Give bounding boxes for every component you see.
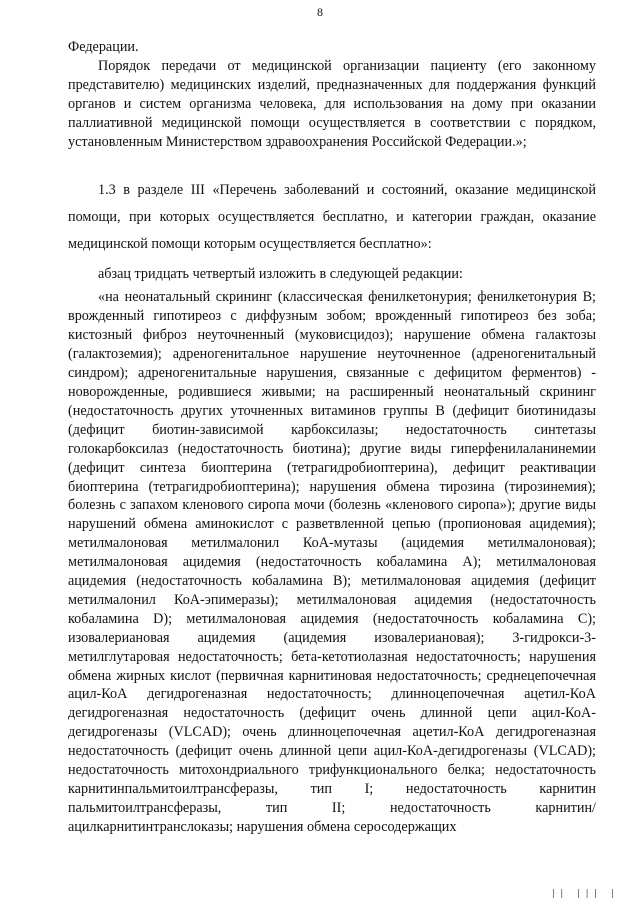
paragraph-continuation: Федерации. <box>68 39 139 55</box>
paragraph-section-amendment: 1.3 в разделе III «Перечень заболеваний и состояний, оказание медицинской помощи, при которых осуществляется бесплатно, и категории граждан, оказание медицинской помощи которым осуществляется бесплатно»: <box>68 182 596 253</box>
paragraph-instruction: абзац тридцать четвертый изложить в следующей редакции: <box>98 266 463 283</box>
paragraph-device-transfer: Порядок передачи от медицинской организации пациенту (его законному представителю) медицинских изделий, предназначенных для поддержания функций органов и систем организма человека, для использования на дому при оказании паллиативной медицинской помощи осуществляется в соответствии с порядком, установленным Министерством здравоохранения Российской Федерации.»; <box>68 57 596 150</box>
barcode-mark: || ||| | <box>550 889 618 899</box>
page-number: 8 <box>317 5 323 19</box>
paragraph-screening-list: «на неонатальный скрининг (классическая фенилкетонурия; фенилкетонурия В; врожденный гипотиреоз с диффузным зобом; врожденный гипотиреоз без зоба; кистозный фиброз неуточненный (муковисцидоз); нарушение обмена галактозы (галактоземия); адреногенитальное нарушение неуточненное (адреногенитальный синдром); адреногенитальные нарушения, связанные с дефицитом ферментов) - новорожденные, родившиеся живыми; на расширенный неонатальный скрининг (недостаточность других уточненных витаминов группы В (дефицит биотинидазы (дефицит биотин-зависимой карбоксилазы; недостаточность синтетазы голокарбоксилаз (недостаточность биотина); другие виды гиперфенилаланинемии (дефицит синтеза биоптерина (тетрагидробиоптерина), дефицит реактивации биоптерина (тетрагидробиоптерина); нарушения обмена тирозина (тирозинемия); болезнь с запахом кленового сиропа мочи (болезнь «кленового сиропа»); другие виды нарушений обмена аминокислот с разветвленной цепью (пропионовая ацидемия); метилмалоновая метилмалонил КоА-мутазы (ацидемия метилмалоновая); метилмалоновая ацидемия (недостаточность кобаламина А); метилмалоновая ацидемия (недостаточность кобаламина В); метилмалоновая ацидемия (дефицит метилмалонил КоА-эпимеразы); метилмалоновая ацидемия (недостаточность кобаламина D); метилмалоновая ацидемия (недостаточность кобаламина С); изовалериановая ацидемия (ацидемия изовалериановая); 3-гидрокси-3-метилглутаровая недостаточность; бета-кетотиолазная недостаточность; нарушения обмена жирных кислот (первичная карнитиновая недостаточность; среднецепочечная ацил-КоА дегидрогеназная недостаточность; длинноцепочечная ацетил-КоА дегидрогеназная недостаточность (дефицит очень длинной цепи ацил-КоА-дегидрогеназы (VLCAD); очень длинноцепочечная ацетил-КоА дегидрогеназная недостаточность (дефицит очень длинной цепи ацил-КоА-дегидрогеназы (VLCAD); недостаточность митохондриального трифункционального белка; недостаточность карнитинпальмитоилтрансферазы, тип I; недостаточность карнитин пальмитоилтрансферазы, тип II; недостаточность карнитин/ацилкарнитинтранслоказы; нарушения обмена серосодержащих <box>68 289 596 835</box>
document-body <box>68 38 596 837</box>
